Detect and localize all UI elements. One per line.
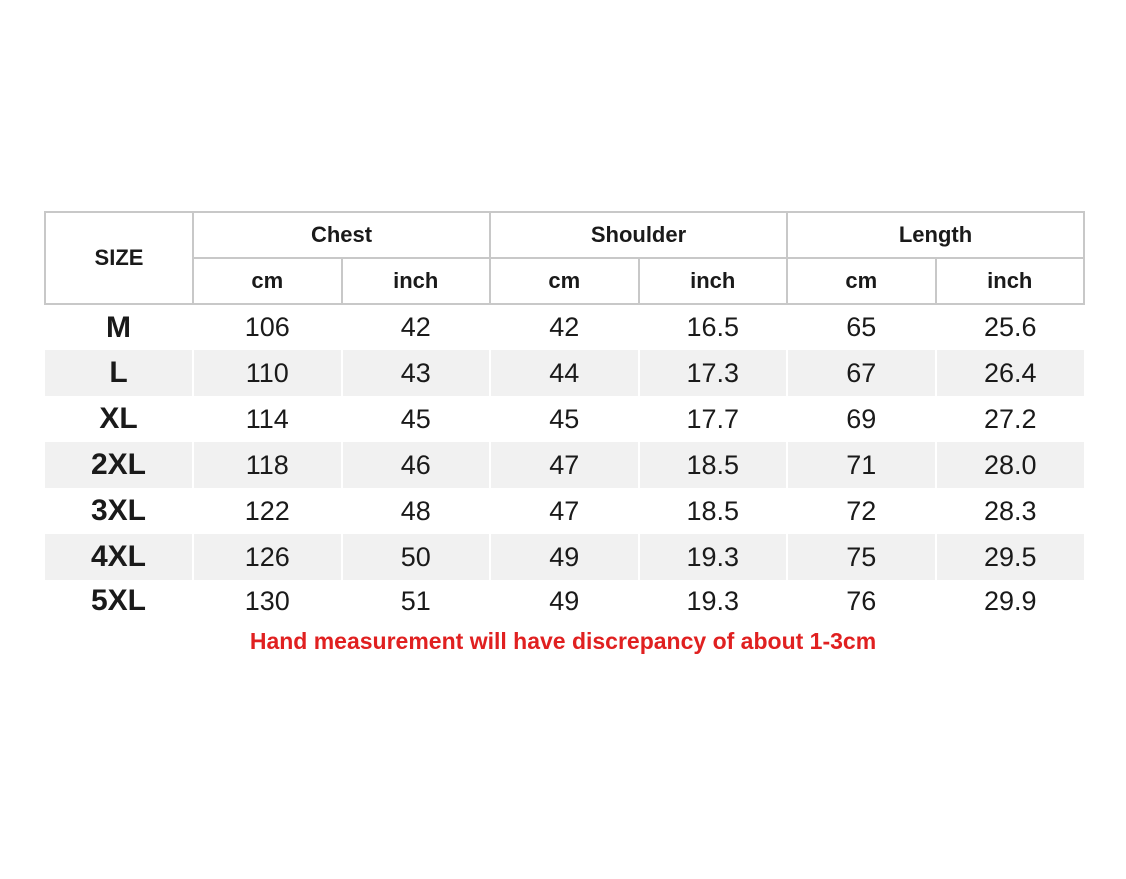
shoulder-inch-cell: 18.5 (639, 488, 788, 534)
table-row (45, 396, 1084, 442)
chest-cm-cell: 122 (193, 488, 342, 534)
table-row (45, 304, 1084, 350)
shoulder-cm-cell: 49 (490, 580, 639, 622)
chest-inch-cell: 48 (342, 488, 491, 534)
shoulder-cm-cell: 45 (490, 396, 639, 442)
shoulder-inch-header: inch (639, 258, 788, 304)
chest-inch-cell: 45 (342, 396, 491, 442)
length-cm-cell: 72 (787, 488, 936, 534)
shoulder-inch-cell: 17.7 (639, 396, 788, 442)
length-inch-cell: 25.6 (936, 304, 1085, 350)
size-cell: 2XL (45, 442, 193, 488)
length-inch-cell: 29.5 (936, 534, 1085, 580)
size-cell: 4XL (45, 534, 193, 580)
measurement-note: Hand measurement will have discrepancy of about 1-3cm (249, 628, 877, 654)
shoulder-group-header: Shoulder (490, 212, 787, 258)
chest-inch-cell: 51 (342, 580, 491, 622)
length-group-header: Length (787, 212, 1084, 258)
shoulder-inch-cell: 18.5 (639, 442, 788, 488)
length-inch-cell: 28.3 (936, 488, 1085, 534)
chest-cm-cell: 130 (193, 580, 342, 622)
length-cm-header: cm (787, 258, 936, 304)
length-inch-cell: 27.2 (936, 396, 1085, 442)
shoulder-inch-cell: 16.5 (639, 304, 788, 350)
shoulder-cm-cell: 49 (490, 534, 639, 580)
length-cm-cell: 75 (787, 534, 936, 580)
length-cm-cell: 69 (787, 396, 936, 442)
table-row (45, 580, 1084, 622)
chest-inch-cell: 43 (342, 350, 491, 396)
length-inch-cell: 26.4 (936, 350, 1085, 396)
table-row (45, 534, 1084, 580)
chest-group-header: Chest (193, 212, 490, 258)
chest-cm-cell: 126 (193, 534, 342, 580)
chest-cm-cell: 114 (193, 396, 342, 442)
shoulder-inch-cell: 17.3 (639, 350, 788, 396)
chest-inch-cell: 46 (342, 442, 491, 488)
shoulder-cm-cell: 47 (490, 488, 639, 534)
size-chart (44, 211, 1083, 622)
table-body (45, 304, 1084, 622)
shoulder-inch-cell: 19.3 (639, 580, 788, 622)
chest-cm-cell: 106 (193, 304, 342, 350)
chest-cm-cell: 118 (193, 442, 342, 488)
header-unit-row (45, 258, 1084, 304)
length-inch-cell: 28.0 (936, 442, 1085, 488)
size-cell: 5XL (90, 584, 147, 617)
shoulder-cm-cell: 44 (490, 350, 639, 396)
shoulder-cm-header: cm (490, 258, 639, 304)
table-row (45, 350, 1084, 396)
shoulder-cm-cell: 42 (490, 304, 639, 350)
size-table (44, 211, 1085, 622)
table-row (45, 488, 1084, 534)
length-inch-header: inch (936, 258, 1085, 304)
length-cm-cell: 67 (787, 350, 936, 396)
table-row (45, 442, 1084, 488)
size-cell: L (45, 350, 193, 396)
length-cm-cell: 65 (787, 304, 936, 350)
size-cell: XL (99, 402, 138, 435)
size-cell: 3XL (90, 494, 147, 527)
chest-inch-cell: 42 (342, 304, 491, 350)
length-inch-cell: 29.9 (936, 580, 1085, 622)
table-header (45, 212, 1084, 304)
chest-inch-header: inch (342, 258, 491, 304)
shoulder-inch-cell: 19.3 (639, 534, 788, 580)
size-column-header: SIZE (45, 212, 193, 304)
shoulder-cm-cell: 47 (490, 442, 639, 488)
length-cm-cell: 76 (787, 580, 936, 622)
size-cell: M (106, 310, 131, 344)
chest-cm-header: cm (193, 258, 342, 304)
header-group-row (45, 212, 1084, 258)
chest-inch-cell: 50 (342, 534, 491, 580)
length-cm-cell: 71 (787, 442, 936, 488)
chest-cm-cell: 110 (193, 350, 342, 396)
